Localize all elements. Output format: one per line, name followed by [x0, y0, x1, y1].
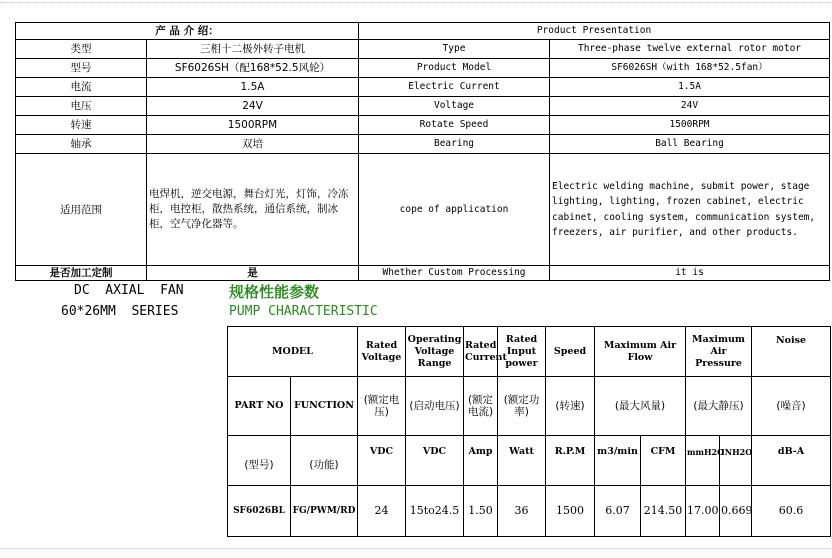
- value-cn: 电焊机，逆交电源，舞台灯光，灯饰，冷冻柜，电控柜，散热系统，通信系统，制冰柜，空气净化器等。: [147, 154, 359, 266]
- col-rated-current: Rated Current: [464, 327, 498, 377]
- noise-value: 60.6: [752, 486, 831, 537]
- unit-watt: Watt: [498, 436, 546, 486]
- col-rated-voltage: Rated Voltage: [358, 327, 406, 377]
- col-function: FUNCTION: [291, 377, 358, 436]
- value-en: Ball Bearing: [550, 135, 830, 154]
- part-no-value: SF6026BL: [228, 486, 291, 537]
- rated-voltage-value: 24: [358, 486, 406, 537]
- pump-characteristic-title: PUMP CHARACTERISTIC: [229, 304, 378, 319]
- label-en: Whether Custom Processing: [359, 266, 550, 281]
- unit-inh2o: INH2O: [720, 436, 752, 486]
- label-cn: 类型: [16, 40, 147, 59]
- spec-cn-row: [228, 377, 831, 436]
- label-cn: 适用范围: [16, 154, 147, 266]
- cn-operating-voltage: (启动电压): [406, 377, 464, 436]
- label-cn: 是否加工定制: [16, 266, 147, 281]
- pressure-mmh2o-value: 17.00: [686, 486, 720, 537]
- col-noise: Noise: [752, 327, 831, 377]
- value-en: 24V: [550, 97, 830, 116]
- cn-model: (型号): [228, 436, 291, 486]
- col-max-airflow: Maximum Air Flow: [595, 327, 686, 377]
- value-en: 1.5A: [550, 78, 830, 97]
- info-header-row: [16, 23, 830, 40]
- airflow-cfm-value: 214.50: [641, 486, 686, 537]
- value-en: Three-phase twelve external rotor motor: [550, 40, 830, 59]
- spec-header-row: [228, 327, 831, 377]
- col-speed: Speed: [546, 327, 595, 377]
- spec-unit-row: [228, 436, 831, 486]
- function-value: FG/PWM/RD: [291, 486, 358, 537]
- label-en: Type: [359, 40, 550, 59]
- label-cn: 电流: [16, 78, 147, 97]
- value-cn: 24V: [147, 97, 359, 116]
- page-bottom-strip: [0, 548, 832, 558]
- value-cn: SF6026SH（配168*52.5风轮）: [147, 59, 359, 78]
- label-cn: 轴承: [16, 135, 147, 154]
- label-en: Voltage: [359, 97, 550, 116]
- unit-rpm: R.P.M: [546, 436, 595, 486]
- cn-rated-voltage: (额定电压): [358, 377, 406, 436]
- info-row-voltage: [16, 97, 830, 116]
- label-en: Bearing: [359, 135, 550, 154]
- spec-title-cn: 规格性能参数: [229, 283, 320, 301]
- product-info-table: [15, 22, 830, 281]
- spec-data-row: [228, 486, 831, 537]
- dc-axial-fan-title: DC AXIAL FAN: [74, 283, 184, 298]
- value-en: 1500RPM: [550, 116, 830, 135]
- airflow-m3-value: 6.07: [595, 486, 641, 537]
- cn-pressure: (最大静压): [686, 377, 752, 436]
- col-part-no: PART NO: [228, 377, 291, 436]
- unit-vdc-rated: VDC: [358, 436, 406, 486]
- value-cn: 1500RPM: [147, 116, 359, 135]
- label-en: Electric Current: [359, 78, 550, 97]
- label-en: Rotate Speed: [359, 116, 550, 135]
- label-cn: 电压: [16, 97, 147, 116]
- voltage-range-value: 15to24.5: [406, 486, 464, 537]
- value-cn: 三相十二极外转子电机: [147, 40, 359, 59]
- pressure-inh2o-value: 0.669: [720, 486, 752, 537]
- info-row-current: [16, 78, 830, 97]
- cn-speed: (转速): [546, 377, 595, 436]
- cn-function: (功能): [291, 436, 358, 486]
- info-row-speed: [16, 116, 830, 135]
- label-en: cope of application: [359, 154, 550, 266]
- value-en: it is: [550, 266, 830, 281]
- label-cn: 转速: [16, 116, 147, 135]
- label-en: Product Model: [359, 59, 550, 78]
- col-rated-input: Rated Input power: [498, 327, 546, 377]
- value-en: Electric welding machine, submit power, stage lighting, lighting, frozen cabinet, electric cabinet, cooling system, communication system, freezers, air purifier, and other products.: [550, 154, 830, 266]
- page-top-ruler: [0, 2, 832, 13]
- unit-dba: dB-A: [752, 436, 831, 486]
- info-row-application: [16, 154, 830, 266]
- spec-table: [227, 326, 831, 537]
- header-en: Product Presentation: [359, 23, 830, 40]
- rated-current-value: 1.50: [464, 486, 498, 537]
- cn-rated-current: (额定电流): [464, 377, 498, 436]
- unit-amp: Amp: [464, 436, 498, 486]
- series-title: 60*26MM SERIES: [61, 304, 179, 319]
- rated-power-value: 36: [498, 486, 546, 537]
- col-max-pressure: Maximum Air Pressure: [686, 327, 752, 377]
- info-row-type: [16, 40, 830, 59]
- speed-value: 1500: [546, 486, 595, 537]
- value-cn: 是: [147, 266, 359, 281]
- unit-vdc-range: VDC: [406, 436, 464, 486]
- unit-mmh2o: mmH2O: [686, 436, 720, 486]
- cn-noise: (噪音): [752, 377, 831, 436]
- label-cn: 型号: [16, 59, 147, 78]
- value-cn: 双培: [147, 135, 359, 154]
- cn-rated-power: (额定功率): [498, 377, 546, 436]
- header-cn: 产 品 介 绍：: [16, 23, 359, 40]
- unit-m3-min: m3/min: [595, 436, 641, 486]
- info-row-bearing: [16, 135, 830, 154]
- col-operating-voltage: Operating Voltage Range: [406, 327, 464, 377]
- unit-cfm: CFM: [641, 436, 686, 486]
- cn-airflow: (最大风量): [595, 377, 686, 436]
- info-row-custom: [16, 266, 830, 281]
- value-en: SF6026SH（with 168*52.5fan）: [550, 59, 830, 78]
- info-row-model: [16, 59, 830, 78]
- col-model: MODEL: [228, 327, 358, 377]
- value-cn: 1.5A: [147, 78, 359, 97]
